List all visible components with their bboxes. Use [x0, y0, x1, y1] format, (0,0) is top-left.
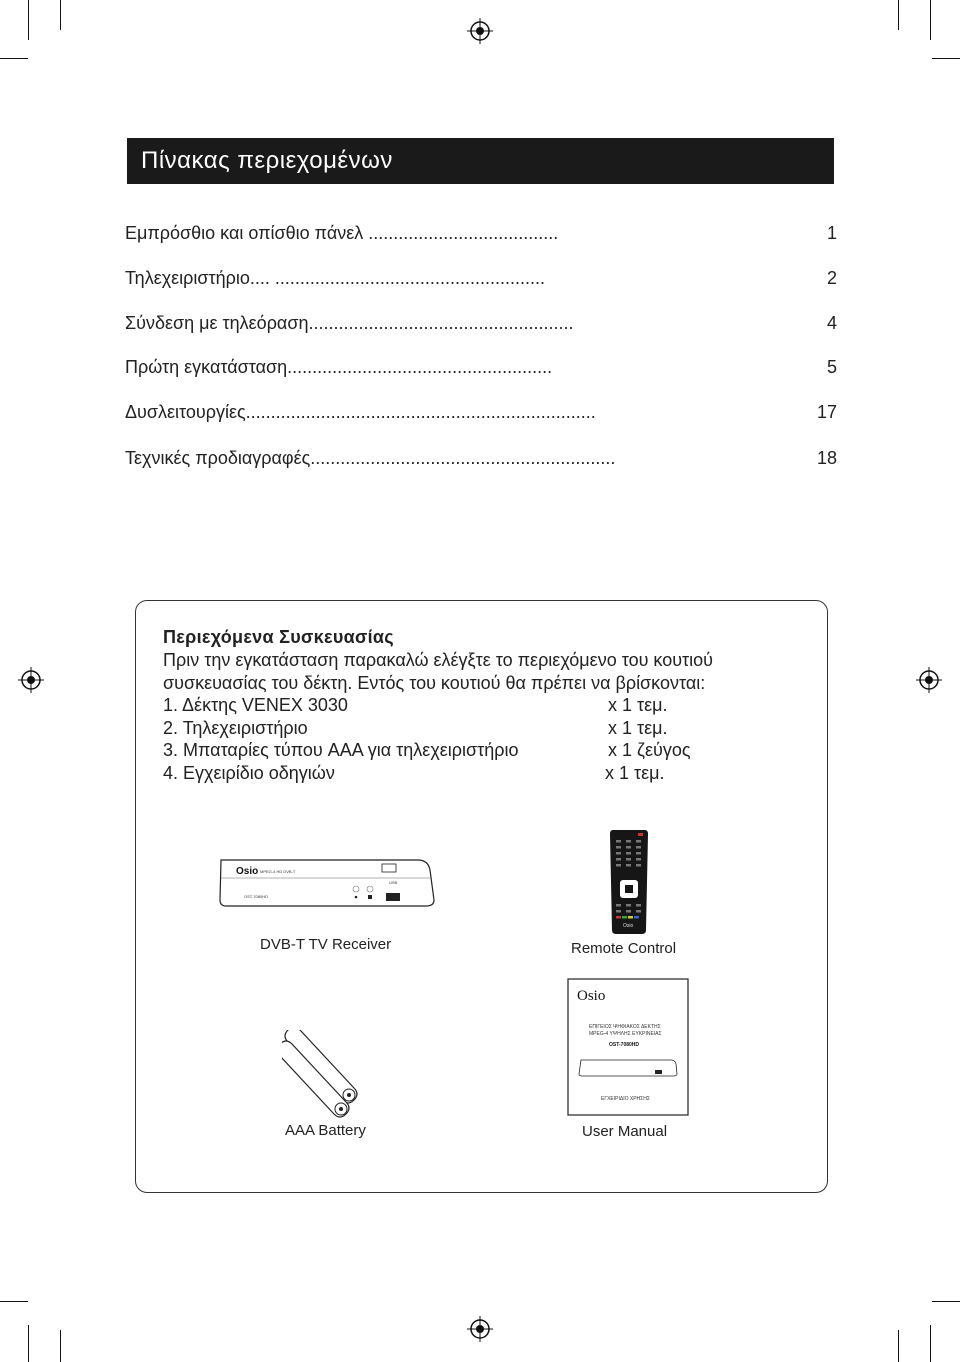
manual-subtitle-1: ΕΠΙΓΕΙΟΣ ΨΗΦΙΑΚΟΣ ΔΕΚΤΗΣ — [589, 1024, 661, 1030]
crop-mark-bl-v2 — [60, 1330, 61, 1362]
registration-mark-left-icon — [18, 667, 44, 693]
title-bar — [127, 138, 834, 184]
receiver-subtitle: MPEG-4 HD DVB-T — [260, 869, 296, 874]
package-item-name: 4. Εγχειρίδιο οδηγιών — [163, 763, 335, 783]
manual-subtitle-2: MPEG-4 ΥΨΗΛΗΣ ΕΥΚΡΙΝΕΙΑΣ — [589, 1031, 662, 1037]
remote-illustration — [608, 828, 650, 936]
page-title: Πίνακας περιεχομένων — [141, 147, 393, 174]
package-item-qty: x 1 τεμ. — [608, 695, 668, 715]
package-item-name: 1. Δέκτης VENEX 3030 — [163, 695, 348, 715]
toc-page: 4 — [826, 313, 837, 333]
crop-mark-tl-v2 — [60, 0, 61, 30]
toc-entry — [125, 268, 837, 294]
toc-label: Τεχνικές προδιαγραφές............................................................. — [125, 448, 616, 468]
toc-entry — [125, 402, 837, 428]
package-item-name: 2. Τηλεχειριστήριο — [163, 718, 308, 738]
crop-mark-tr-v — [930, 0, 931, 40]
toc-label: Σύνδεση με τηλεόραση..................................................... — [125, 313, 574, 333]
manual-illustration — [567, 978, 689, 1116]
crop-mark-bl-h — [0, 1301, 28, 1302]
registration-mark-right-icon — [916, 667, 942, 693]
crop-mark-br-v2 — [898, 1330, 899, 1362]
package-item-qty: x 1 τεμ. — [608, 718, 668, 738]
receiver-brand: Osio — [236, 866, 259, 877]
crop-mark-tl-v — [28, 0, 29, 40]
package-item-qty: x 1 τεμ. — [605, 763, 665, 783]
remote-brand: Osio — [623, 923, 634, 929]
receiver-model: OST-7080HD — [244, 894, 269, 899]
toc-entry — [125, 313, 837, 339]
toc-page: 1 — [826, 223, 837, 243]
caption-remote: Remote Control — [571, 940, 677, 957]
package-item-name: 3. Μπαταρίες τύπου AAA για τηλεχειριστήριο — [163, 740, 519, 760]
caption-receiver: DVB-T TV Receiver — [260, 936, 392, 953]
toc-label: Δυσλειτουργίες...................................................................... — [125, 402, 596, 422]
package-intro-line-1: Πριν την εγκατάσταση παρακαλώ ελέγξτε το περιεχόμενο του κουτιού — [163, 650, 714, 670]
toc-label: Τηλεχειριστήριο.... ...................................................... — [125, 268, 545, 288]
toc-label: Εμπρόσθιο και οπίσθιο πάνελ ...................................... — [125, 223, 559, 243]
crop-mark-bl-v — [28, 1325, 29, 1362]
battery-illustration — [282, 1030, 372, 1120]
toc-page: 5 — [826, 357, 837, 377]
package-intro-line-2: συσκευασίας του δέκτη. Εντός του κουτιού θα πρέπει να βρίσκονται: — [163, 673, 706, 693]
caption-battery: AAA Battery — [285, 1122, 366, 1139]
toc-entry — [125, 448, 837, 474]
receiver-illustration — [218, 856, 438, 910]
toc-page: 2 — [826, 268, 837, 288]
toc-entry — [125, 223, 837, 249]
registration-mark-bottom-icon — [467, 1316, 493, 1342]
crop-mark-br-h — [932, 1301, 960, 1302]
receiver-usb-label: USB — [389, 880, 398, 885]
crop-mark-br-v — [930, 1325, 931, 1362]
package-heading: Περιεχόμενα Συσκευασίας — [163, 627, 394, 647]
crop-mark-tr-v2 — [898, 0, 899, 30]
crop-mark-tr-h — [932, 58, 960, 59]
toc-label: Πρώτη εγκατάσταση..................................................... — [125, 357, 553, 377]
manual-footer: ΕΓΧΕΙΡΙΔΙΟ ΧΡΗΣΗΣ — [601, 1096, 650, 1102]
toc-entry — [125, 357, 837, 383]
toc-page: 17 — [816, 402, 837, 422]
registration-mark-top-icon — [467, 18, 493, 44]
crop-mark-tl-h — [0, 58, 28, 59]
package-item-qty: x 1 ζεύγος — [608, 740, 691, 760]
manual-brand: Osio — [577, 988, 606, 1004]
manual-model: OST-7080HD — [609, 1042, 640, 1048]
toc-page: 18 — [816, 448, 837, 468]
caption-manual: User Manual — [582, 1123, 668, 1140]
